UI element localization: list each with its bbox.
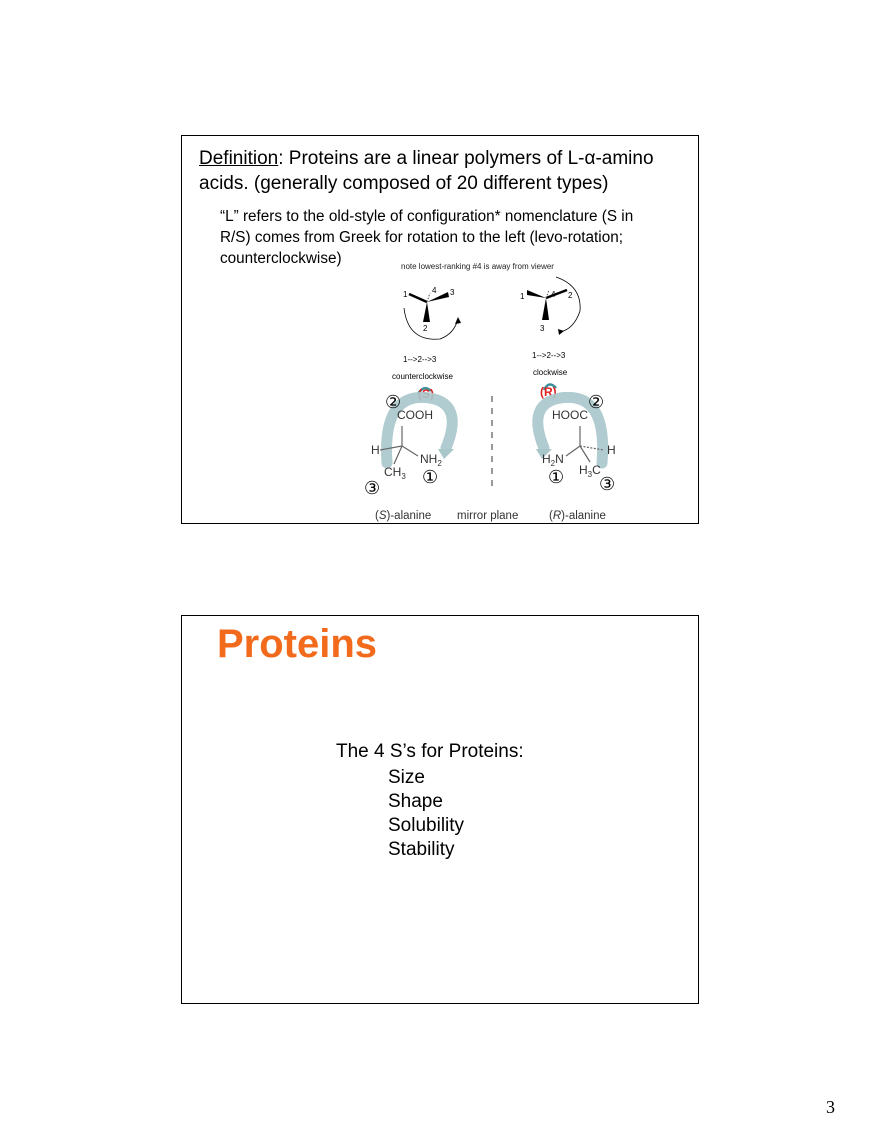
- definition-term: Definition: [199, 148, 279, 169]
- left-sequence: 1-->2-->3: [403, 355, 437, 364]
- caption-r-alanine: (R)-alanine: [549, 510, 606, 522]
- right-h2n-sub: 2: [550, 459, 556, 468]
- left-num-1: 1: [403, 290, 408, 299]
- stereochemistry-figure: [182, 136, 700, 525]
- right-num-3: 3: [540, 324, 545, 333]
- right-h2n-n: N: [555, 452, 564, 466]
- left-rotation-arrow: [404, 308, 458, 339]
- caption-s-alanine: (S)-alanine: [375, 510, 432, 522]
- right-priority-2: ②: [588, 392, 605, 412]
- definition-line-2: acids. (generally composed of 20 different types): [199, 173, 609, 194]
- left-priority-3: ③: [364, 478, 381, 498]
- list-item-shape: Shape: [388, 791, 443, 812]
- list-heading: The 4 S’s for Proteins:: [336, 741, 524, 762]
- slide-definition: [181, 135, 699, 524]
- right-h2n-h: H: [542, 452, 551, 466]
- left-num-4: 4: [432, 286, 437, 295]
- right-stereo-label: (R): [540, 385, 557, 399]
- left-ch: CH: [384, 465, 402, 479]
- left-tetrahedral-diagram: [403, 286, 461, 339]
- svg-text:NH2: [420, 452, 442, 468]
- left-num-2: 2: [423, 324, 428, 333]
- left-nh-sub: 2: [437, 459, 442, 468]
- right-h3c-c: C: [592, 463, 601, 477]
- slide-proteins: [181, 615, 699, 1004]
- figure-top-note: note lowest-ranking #4 is away from viewer: [401, 262, 554, 271]
- list-item-size: Size: [388, 767, 425, 788]
- slide-title: Proteins: [217, 622, 378, 666]
- left-h: H: [371, 443, 380, 457]
- right-tetrahedral-diagram: [520, 277, 580, 335]
- list-item-stability: Stability: [388, 839, 455, 860]
- page-number: 3: [826, 1097, 835, 1117]
- svg-text:H2N: [542, 452, 564, 468]
- right-num-1: 1: [520, 292, 525, 301]
- right-h: H: [607, 443, 616, 457]
- left-stereo-label: (S): [418, 387, 434, 401]
- right-direction: clockwise: [533, 368, 568, 377]
- svg-text:H3C: [579, 463, 601, 479]
- right-num-4: 4: [551, 290, 556, 299]
- svg-text:CH3: [384, 465, 406, 481]
- right-h3c-h: H: [579, 463, 588, 477]
- note-line-3: counterclockwise): [220, 250, 342, 267]
- left-priority-1: ①: [422, 467, 439, 487]
- right-priority-3: ③: [599, 474, 616, 494]
- left-direction: counterclockwise: [392, 372, 453, 381]
- right-priority-1: ①: [548, 467, 565, 487]
- right-hooc: HOOC: [552, 408, 588, 422]
- note-line-2: R/S) comes from Greek for rotation to the left (levo-rotation;: [220, 229, 623, 246]
- left-num-3: 3: [450, 288, 455, 297]
- left-ch-sub: 3: [401, 472, 406, 481]
- right-sequence: 1-->2-->3: [532, 351, 566, 360]
- definition-text: : Proteins are a linear polymers of L-α-amino: [278, 148, 654, 169]
- right-h3c-sub: 3: [587, 470, 593, 479]
- left-nh: NH: [420, 452, 438, 466]
- caption-mirror-plane: mirror plane: [457, 510, 519, 522]
- right-num-2: 2: [568, 291, 573, 300]
- right-rotation-arrow: [556, 277, 580, 332]
- list-item-solubility: Solubility: [388, 815, 465, 836]
- left-priority-2: ②: [385, 392, 402, 412]
- note-line-1: “L” refers to the old-style of configuration* nomenclature (S in: [220, 208, 634, 225]
- left-cooh: COOH: [397, 408, 433, 422]
